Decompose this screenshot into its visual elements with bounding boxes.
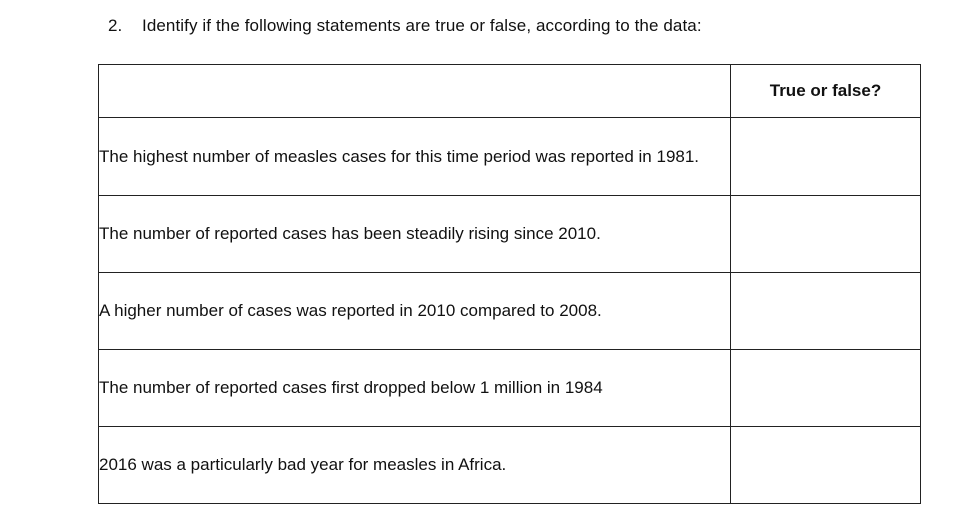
statement-cell: The highest number of measles cases for this time period was reported in 1981. (99, 118, 731, 196)
table-row (99, 273, 921, 350)
question-number: 2. (108, 16, 123, 35)
table-row (99, 427, 921, 504)
answer-cell[interactable] (731, 196, 921, 273)
table-row (99, 118, 921, 196)
table-row (99, 196, 921, 273)
table-row (99, 350, 921, 427)
question-text: Identify if the following statements are true or false, according to the data: (142, 16, 702, 35)
answer-cell[interactable] (731, 427, 921, 504)
answer-cell[interactable] (731, 273, 921, 350)
statement-cell: The number of reported cases first dropped below 1 million in 1984 (99, 350, 731, 427)
true-false-table (98, 64, 921, 504)
answer-cell[interactable] (731, 118, 921, 196)
header-answer-cell: True or false? (731, 65, 921, 118)
answer-cell[interactable] (731, 350, 921, 427)
table-header-row (99, 65, 921, 118)
question-prompt (108, 15, 702, 37)
statement-cell: 2016 was a particularly bad year for measles in Africa. (99, 427, 731, 504)
statement-cell: The number of reported cases has been steadily rising since 2010. (99, 196, 731, 273)
statement-cell: A higher number of cases was reported in 2010 compared to 2008. (99, 273, 731, 350)
header-statement-cell (99, 65, 731, 118)
